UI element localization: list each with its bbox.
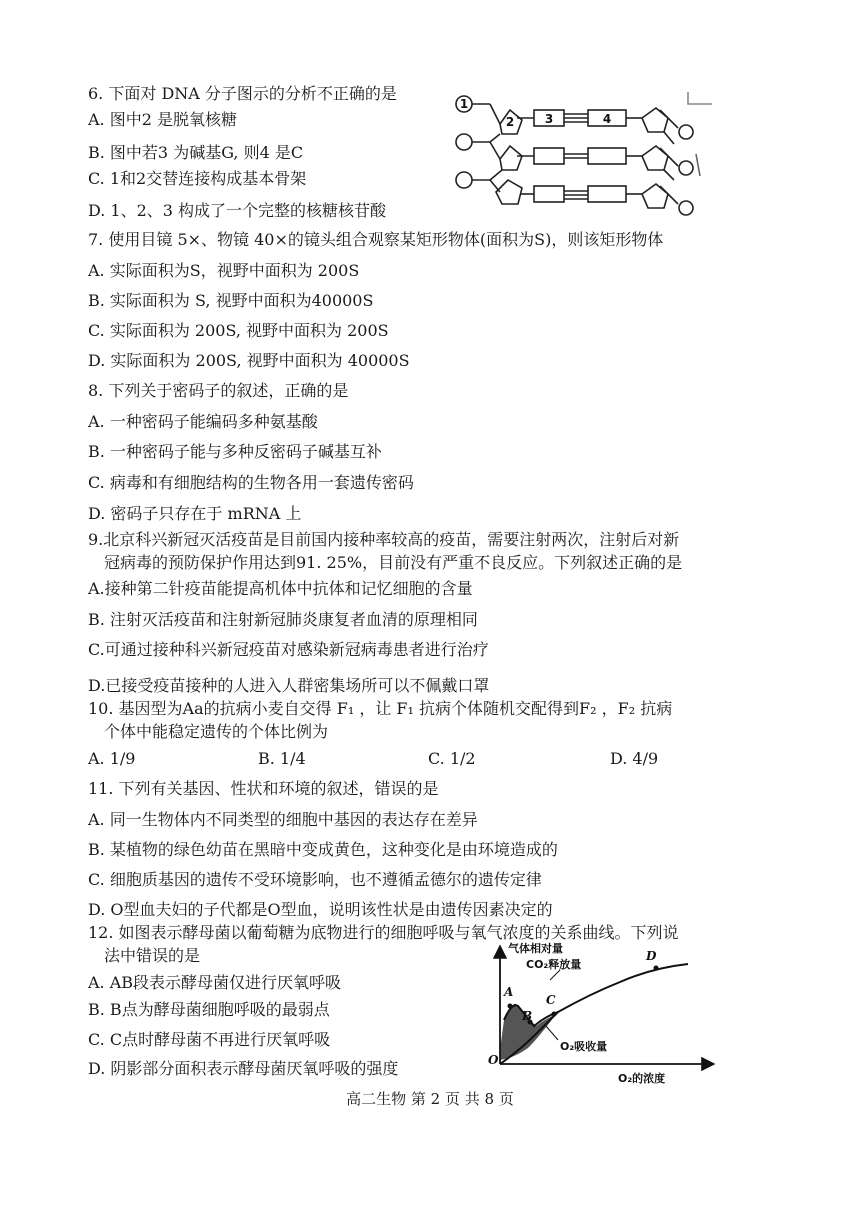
dna-label-4: 4 (602, 112, 612, 126)
q7-stem: 7. 使用目镜 5×、物镜 40×的镜头组合观察某矩形物体(面积为S)，则该矩形物体 (88, 230, 664, 249)
q8-option-d: D. 密码子只存在于 mRNA 上 (88, 504, 302, 523)
graph-point-a: A (504, 985, 514, 999)
graph-origin: O (488, 1053, 499, 1067)
q8-option-c: C. 病毒和有细胞结构的生物各用一套遗传密码 (88, 473, 414, 492)
q11-option-d: D. O型血夫妇的子代都是O型血，说明该性状是由遗传因素决定的 (88, 900, 553, 919)
q10-option-b: B. 1/4 (258, 749, 306, 768)
q10-option-a: A. 1/9 (88, 749, 136, 768)
graph-co2-label: CO₂释放量 (526, 958, 582, 971)
respiration-graph (480, 940, 720, 1090)
q8-option-a: A. 一种密码子能编码多种氨基酸 (88, 412, 318, 431)
q7-option-d: D. 实际面积为 200S, 视野中面积为 40000S (88, 351, 410, 370)
q9-option-b: B. 注射灭活疫苗和注射新冠肺炎康复者血清的原理相同 (88, 610, 478, 629)
q6-option-d: D. 1、2、3 构成了一个完整的核糖核苷酸 (88, 201, 387, 220)
q7-option-c: C. 实际面积为 200S, 视野中面积为 200S (88, 321, 389, 340)
q10-stem-line2: 个体中能稳定遗传的个体比例为 (104, 722, 329, 741)
q12-stem-line1: 12. 如图表示酵母菌以葡萄糖为底物进行的细胞呼吸与氧气浓度的关系曲线。下列说 (88, 923, 679, 942)
q9-stem-line1: 9.北京科兴新冠灭活疫苗是目前国内接种率较高的疫苗，需要注射两次，注射后对新 (88, 530, 680, 549)
graph-point-b: B (522, 1009, 533, 1023)
q10-option-c: C. 1/2 (428, 749, 476, 768)
q10-option-d: D. 4/9 (610, 749, 659, 768)
q12-option-d: D. 阴影部分面积表示酵母菌厌氧呼吸的强度 (88, 1059, 399, 1078)
q11-stem: 11. 下列有关基因、性状和环境的叙述，错误的是 (88, 779, 439, 798)
q9-option-a: A.接种第二针疫苗能提高机体中抗体和记忆细胞的含量 (88, 579, 473, 598)
q9-option-d: D.已接受疫苗接种的人进入人群密集场所可以不佩戴口罩 (88, 676, 490, 695)
q6-stem: 6. 下面对 DNA 分子图示的分析不正确的是 (88, 84, 397, 103)
graph-xlabel: O₂的浓度 (618, 1072, 666, 1085)
dna-label-3: 3 (544, 112, 554, 126)
graph-point-c: C (546, 993, 556, 1007)
q10-stem-line1: 10. 基因型为Aa的抗病小麦自交得 F₁ ，让 F₁ 抗病个体随机交配得到F₂ ，F₂ 抗病 (88, 699, 673, 718)
graph-point-d: D (646, 949, 657, 963)
q11-option-c: C. 细胞质基因的遗传不受环境影响，也不遵循孟德尔的遗传定律 (88, 870, 542, 889)
q9-stem-line2: 冠病毒的预防保护作用达到91. 25%，目前没有严重不良反应。下列叙述正确的是 (104, 553, 683, 572)
q7-option-a: A. 实际面积为S，视野中面积为 200S (88, 261, 360, 280)
q8-stem: 8. 下列关于密码子的叙述，正确的是 (88, 381, 349, 400)
q6-option-c: C. 1和2交替连接构成基本骨架 (88, 169, 307, 188)
q11-option-b: B. 某植物的绿色幼苗在黑暗中变成黄色，这种变化是由环境造成的 (88, 840, 558, 859)
q9-option-c: C.可通过接种科兴新冠疫苗对感染新冠病毒患者进行治疗 (88, 640, 489, 659)
q11-option-a: A. 同一生物体内不同类型的细胞中基因的表达存在差异 (88, 810, 478, 829)
q8-option-b: B. 一种密码子能与多种反密码子碱基互补 (88, 442, 382, 461)
dna-label-1: 1 (459, 97, 469, 111)
q12-stem-line2: 法中错误的是 (104, 946, 201, 965)
page-footer: 高二生物 第 2 页 共 8 页 (346, 1090, 514, 1108)
q6-option-a: A. 图中2 是脱氧核糖 (88, 110, 237, 129)
dna-structure-figure (450, 84, 712, 224)
q12-option-b: B. B点为酵母菌细胞呼吸的最弱点 (88, 1000, 330, 1019)
q7-option-b: B. 实际面积为 S, 视野中面积为40000S (88, 291, 374, 310)
graph-ylabel: 气体相对量 (508, 942, 563, 955)
dna-label-2: 2 (505, 115, 515, 129)
q12-option-c: C. C点时酵母菌不再进行厌氧呼吸 (88, 1030, 331, 1049)
q6-option-b: B. 图中若3 为碱基G, 则4 是C (88, 143, 304, 162)
q12-option-a: A. AB段表示酵母菌仅进行厌氧呼吸 (88, 973, 342, 992)
graph-o2-label: O₂吸收量 (560, 1040, 608, 1053)
